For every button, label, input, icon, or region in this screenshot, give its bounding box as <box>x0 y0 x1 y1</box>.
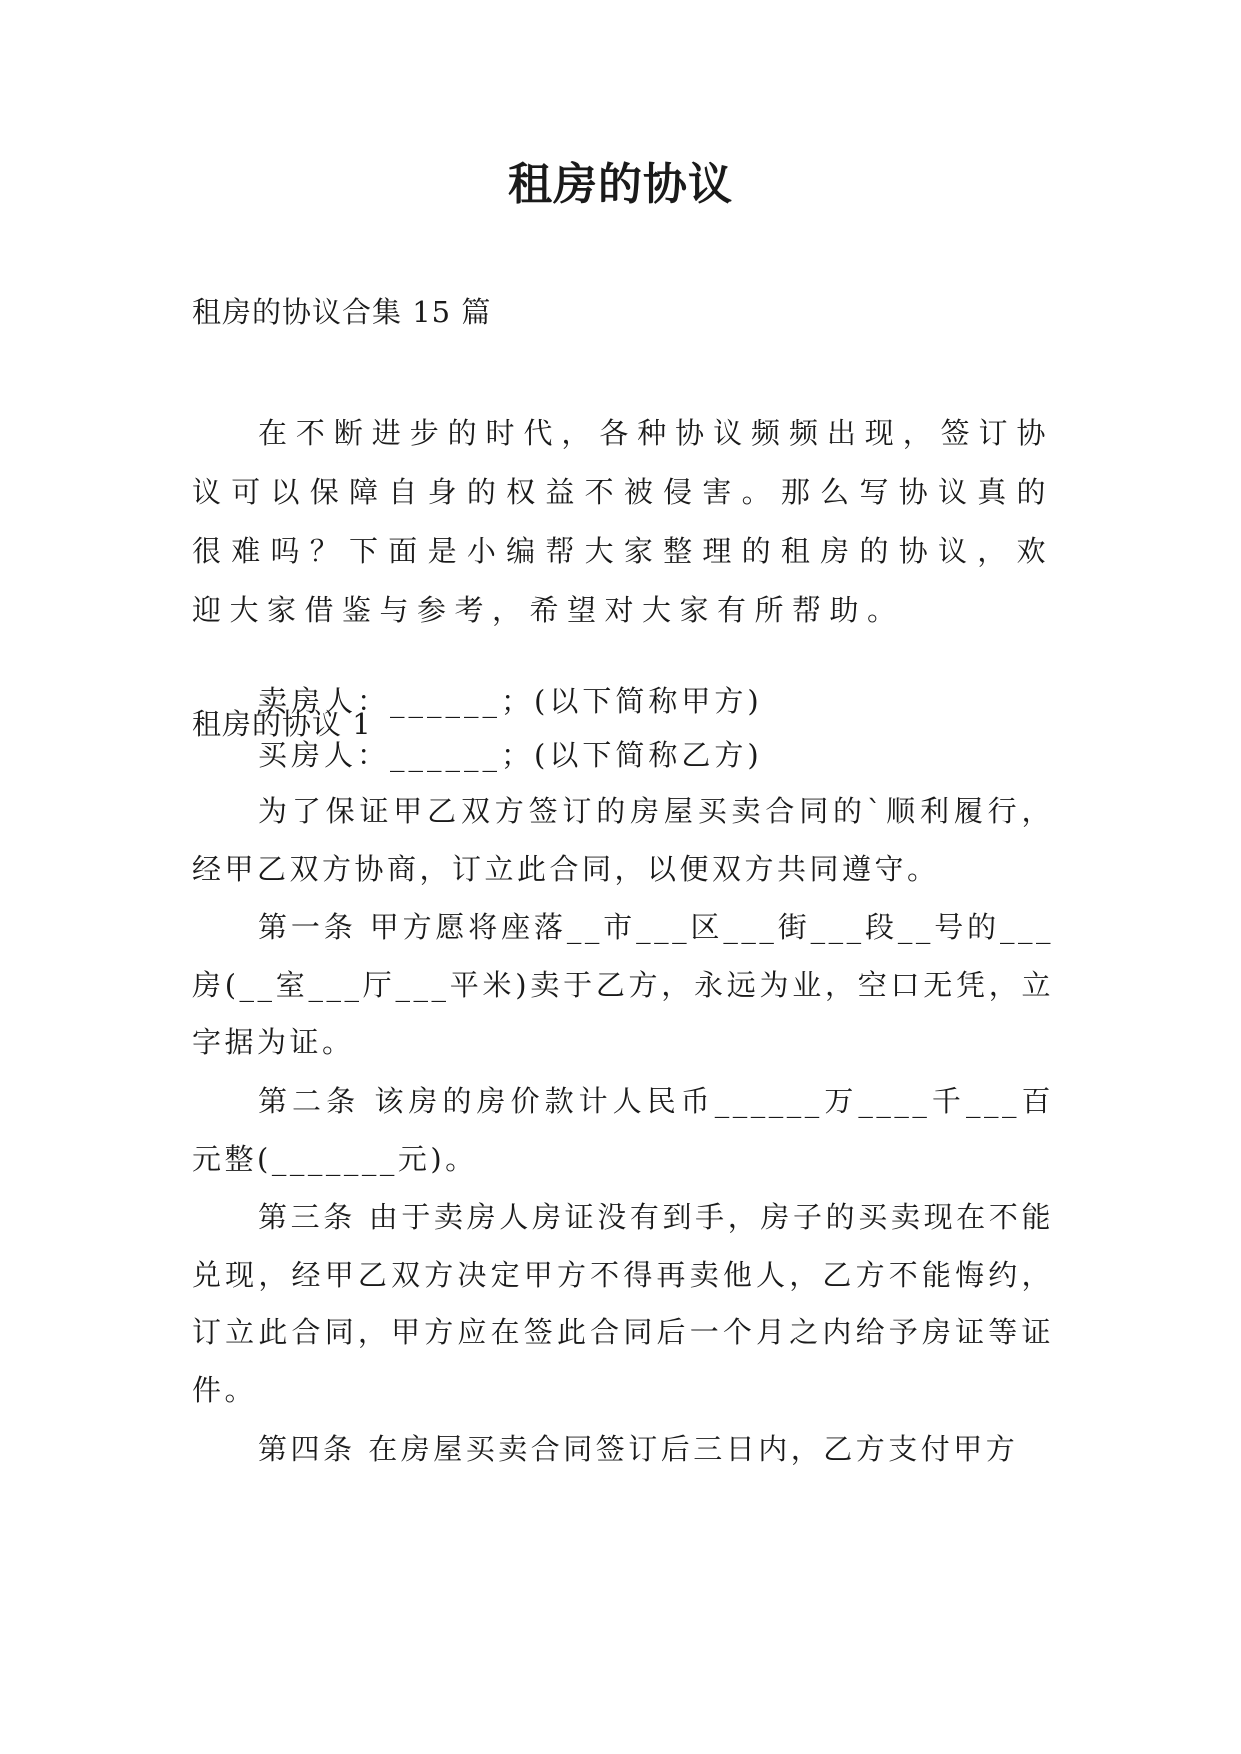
purpose-paragraph: 为了保证甲乙双方签订的房屋买卖合同的`顺利履行，经甲乙双方协商，订立此合同，以便双方共同遵守。 <box>192 794 1054 886</box>
article-1-paragraph: 第一条 甲方愿将座落__市___区___街___段__号的___房(__室___厅___平米)卖于乙方，永远为业，空口无凭，立字据为证。 <box>192 910 1054 1059</box>
document-title: 租房的协议 <box>508 159 733 210</box>
document-subtitle: 租房的协议合集 15 篇 <box>192 295 492 329</box>
seller-line: 卖房人：______；(以下简称甲方) <box>258 684 763 718</box>
section-heading: 租房的协议 1 <box>192 707 372 741</box>
intro-paragraph: 在不断进步的时代，各种协议频频出现，签订协议可以保障自身的权益不被侵害。那么写协议真的很难吗？下面是小编帮大家整理的租房的协议，欢迎大家借鉴与参考，希望对大家有所帮助。 <box>192 416 1054 627</box>
article-2-paragraph: 第二条 该房的房价款计人民币______万____千___百元整(_______元)。 <box>192 1084 1054 1176</box>
article-3-paragraph: 第三条 由于卖房人房证没有到手，房子的买卖现在不能兑现，经甲乙双方决定甲方不得再卖他人，乙方不能悔约，订立此合同，甲方应在签此合同后一个月之内给予房证等证件。 <box>192 1200 1054 1407</box>
buyer-line: 买房人：______；(以下简称乙方) <box>258 738 763 772</box>
article-4-paragraph: 第四条 在房屋买卖合同签订后三日内，乙方支付甲方 <box>258 1432 1019 1466</box>
